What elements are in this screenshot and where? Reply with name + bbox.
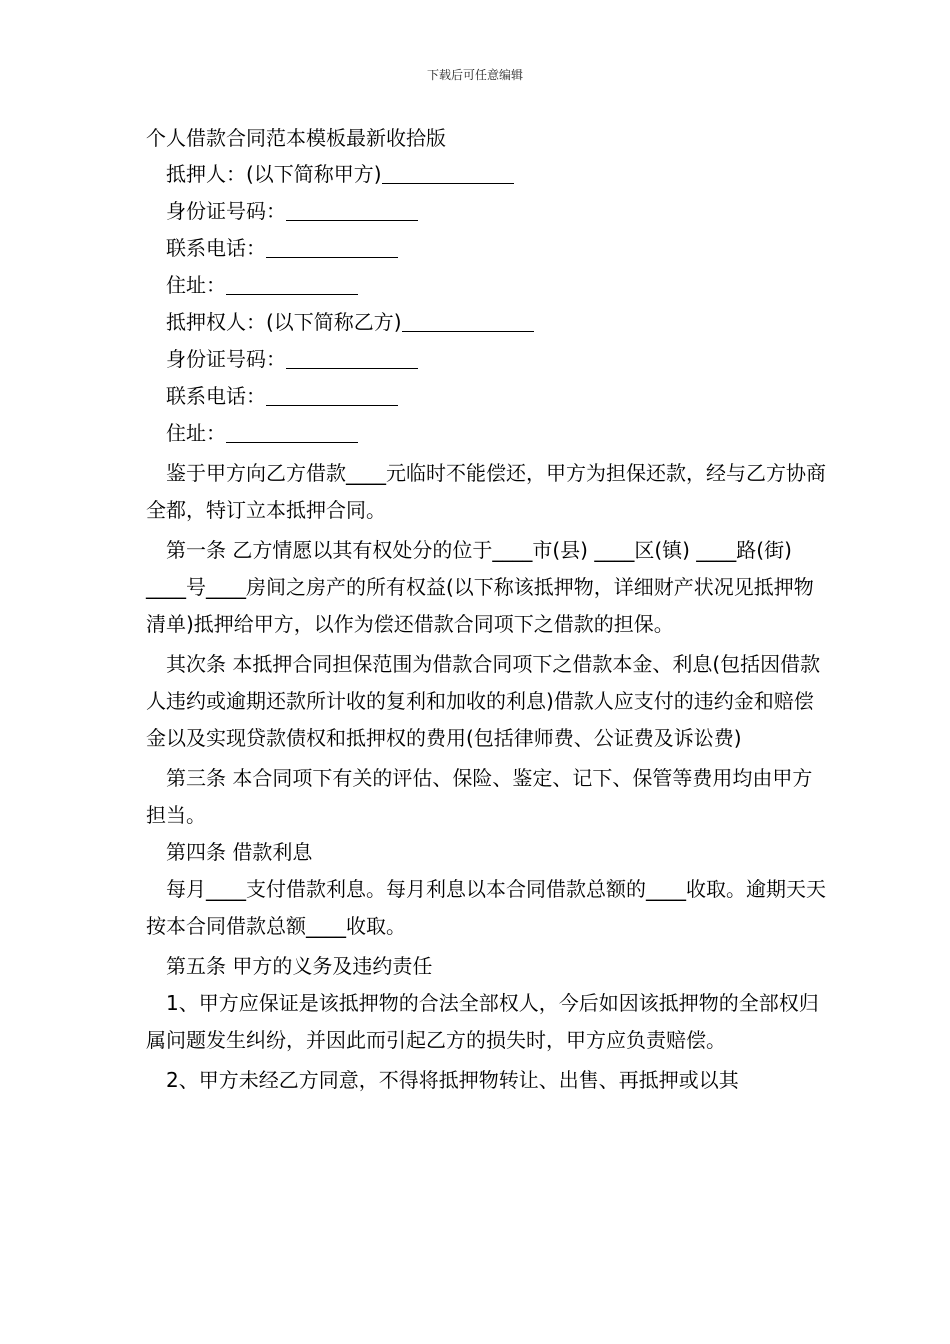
fill-blank bbox=[226, 272, 358, 295]
paragraph-article-1: 第一条 乙方情愿以其有权处分的位于____市(县) ____区(镇) ____路(街) ____号____房间之房产的所有权益(以下称该抵押物，详细财产状况见抵押物清单)抵押给甲方，以作为偿还借款合同项下之借款的担保。 bbox=[146, 538, 814, 636]
document-title: 个人借款合同范本模板最新收拾版 bbox=[146, 126, 446, 150]
field-mortgagor-id bbox=[146, 193, 826, 230]
field-mortgagee-phone bbox=[146, 378, 826, 415]
field-label: 身份证号码： bbox=[166, 199, 286, 223]
fill-blank bbox=[226, 420, 358, 443]
paragraph-article-2: 其次条 本抵押合同担保范围为借款合同项下之借款本金、利息(包括因借款人违约或逾期还款所计收的复利和加收的利息)借款人应支付的违约金和赔偿金以及实现贷款债权和抵押权的费用(包括律师费、公证费及诉讼费) bbox=[146, 652, 821, 750]
field-mortgagee bbox=[146, 304, 826, 341]
document-body bbox=[146, 120, 826, 1099]
paragraph-article-3: 第三条 本合同项下有关的评估、保险、鉴定、记下、保管等费用均由甲方担当。 bbox=[146, 766, 813, 827]
paragraph-article-4-body: 每月____支付借款利息。每月利息以本合同借款总额的____收取。逾期天天按本合同借款总额____收取。 bbox=[146, 877, 826, 938]
heading-article-4: 第四条 借款利息 bbox=[166, 840, 313, 864]
paragraph-article-5-item-2: 2、甲方未经乙方同意，不得将抵押物转让、出售、再抵押或以其 bbox=[166, 1068, 739, 1092]
fill-blank bbox=[266, 383, 398, 406]
field-mortgagee-id bbox=[146, 341, 826, 378]
field-label: 身份证号码： bbox=[166, 347, 286, 371]
field-label: 住址： bbox=[166, 273, 226, 297]
fill-blank bbox=[286, 198, 418, 221]
field-label: 抵押人：(以下简称甲方) bbox=[166, 162, 382, 186]
field-mortgagee-address bbox=[146, 415, 826, 452]
field-label: 住址： bbox=[166, 421, 226, 445]
paragraph-preamble: 鉴于甲方向乙方借款____元临时不能偿还，甲方为担保还款，经与乙方协商全都，特订立本抵押合同。 bbox=[146, 461, 826, 522]
paragraph-article-5-item-1: 1、甲方应保证是该抵押物的合法全部权人，今后如因该抵押物的全部权归属问题发生纠纷，并因此而引起乙方的损失时，甲方应负责赔偿。 bbox=[146, 991, 819, 1052]
fill-blank bbox=[382, 161, 514, 184]
heading-article-5: 第五条 甲方的义务及违约责任 bbox=[166, 954, 433, 978]
fill-blank bbox=[402, 309, 534, 332]
field-label: 抵押权人：(以下简称乙方) bbox=[166, 310, 402, 334]
field-mortgagor bbox=[146, 156, 826, 193]
fill-blank bbox=[266, 235, 398, 258]
field-label: 联系电话： bbox=[166, 384, 266, 408]
field-mortgagor-phone bbox=[146, 230, 826, 267]
field-mortgagor-address bbox=[146, 267, 826, 304]
field-label: 联系电话： bbox=[166, 236, 266, 260]
fill-blank bbox=[286, 346, 418, 369]
page-header: 下载后可任意编辑 bbox=[426, 68, 523, 82]
